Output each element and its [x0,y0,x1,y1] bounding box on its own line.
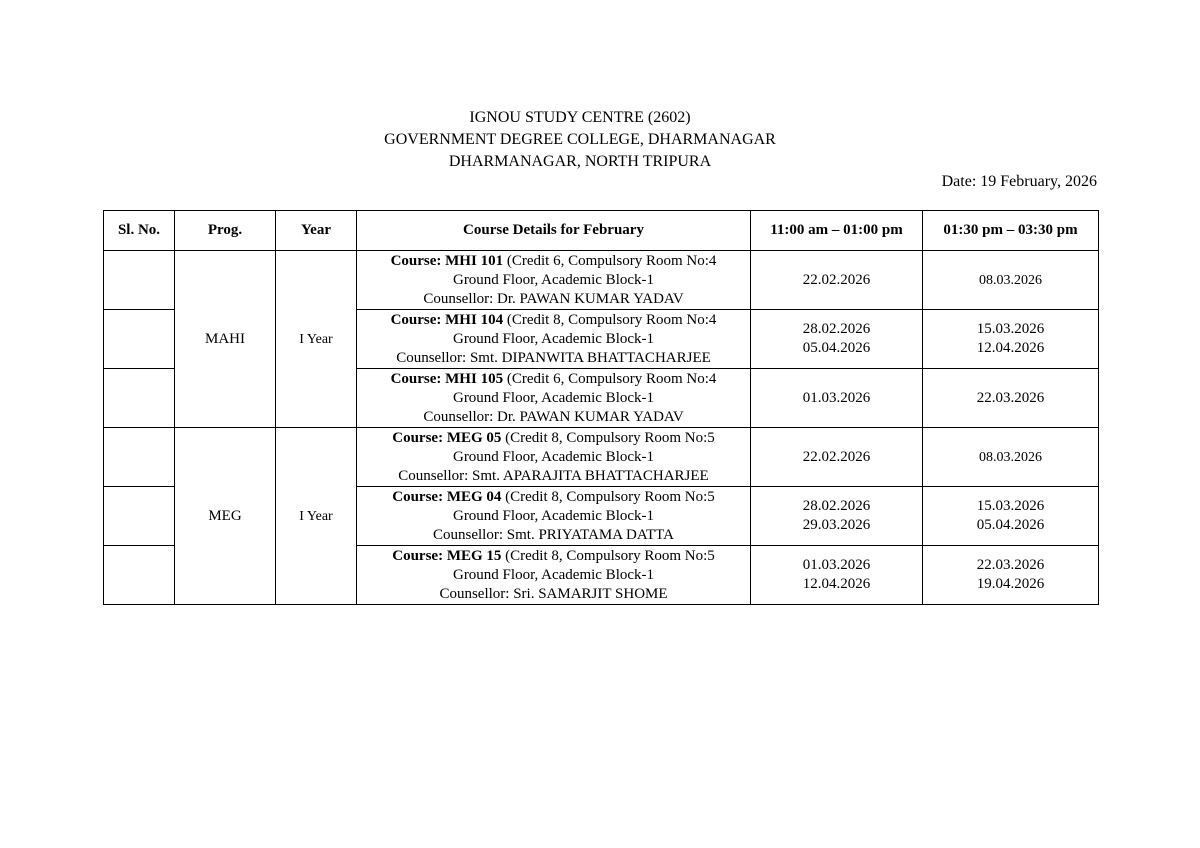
year-cell: I Year [276,428,357,605]
slot-morning-cell [751,428,923,487]
table-row [104,428,1099,487]
course-details-cell [357,487,751,546]
session-date: 01.03.2026 [802,557,871,573]
document-header [0,107,1160,173]
sl-no-cell [104,251,175,310]
course-location: Ground Floor, Academic Block-1 [452,271,655,288]
course-credit-room: (Credit 6, Compulsory Room No:4 [503,370,717,387]
session-date: 22.03.2026 [976,557,1045,573]
course-code: Course: MHI 105 [390,370,504,387]
col-header-course-details: Course Details for February [357,211,751,251]
course-counsellor: Counsellor: Smt. DIPANWITA BHATTACHARJEE [396,349,711,366]
course-line [357,370,750,389]
slot-morning-cell [751,487,923,546]
course-counsellor: Counsellor: Sri. SAMARJIT SHOME [439,585,668,602]
sl-no-cell [104,369,175,428]
course-location: Ground Floor, Academic Block-1 [452,330,655,347]
course-details-cell [357,546,751,605]
session-date: 12.04.2026 [976,340,1045,356]
course-details-cell [357,369,751,428]
sl-no-cell [104,310,175,369]
course-code: Course: MEG 15 [392,547,502,564]
course-code: Course: MEG 04 [392,488,502,505]
session-date: 12.04.2026 [802,576,871,592]
slot-morning-cell [751,310,923,369]
course-location: Ground Floor, Academic Block-1 [452,566,655,583]
slot-afternoon-cell [923,546,1099,605]
course-line [357,429,750,448]
session-date: 08.03.2026 [979,449,1042,465]
slot-afternoon-cell [923,310,1099,369]
year-cell: I Year [276,251,357,428]
course-details-cell [357,428,751,487]
course-counsellor: Counsellor: Dr. PAWAN KUMAR YADAV [423,290,684,307]
course-code: Course: MHI 104 [390,311,504,328]
session-date: 29.03.2026 [802,517,871,533]
slot-morning-cell [751,369,923,428]
session-date: 22.02.2026 [802,448,871,465]
course-location: Ground Floor, Academic Block-1 [452,507,655,524]
session-date: 22.02.2026 [802,271,871,288]
course-details-cell [357,310,751,369]
course-credit-room: (Credit 8, Compulsory Room No:5 [501,547,715,564]
session-date: 08.03.2026 [979,272,1042,288]
slot-afternoon-cell [923,428,1099,487]
course-line [357,252,750,271]
college-name: GOVERNMENT DEGREE COLLEGE, DHARMANAGAR [384,131,776,148]
col-header-slot-morning: 11:00 am – 01:00 pm [751,211,923,251]
col-header-sl-no: Sl. No. [104,211,175,251]
course-counsellor: Counsellor: Smt. PRIYATAMA DATTA [433,526,674,543]
course-line [357,311,750,330]
course-credit-room: (Credit 8, Compulsory Room No:5 [501,488,715,505]
course-line [357,488,750,507]
course-counsellor: Counsellor: Dr. PAWAN KUMAR YADAV [423,408,684,425]
course-location: Ground Floor, Academic Block-1 [452,389,655,406]
document-date: Date: 19 February, 2026 [941,173,1097,190]
prog-cell: MEG [175,428,276,605]
session-date: 05.04.2026 [976,517,1045,533]
col-header-year: Year [276,211,357,251]
course-credit-room: (Credit 6, Compulsory Room No:4 [503,252,717,269]
slot-morning-cell [751,251,923,310]
course-code: Course: MHI 101 [390,252,504,269]
prog-cell: MAHI [175,251,276,428]
sl-no-cell [104,546,175,605]
course-credit-room: (Credit 8, Compulsory Room No:4 [503,311,717,328]
course-code: Course: MEG 05 [392,429,502,446]
course-details-cell [357,251,751,310]
study-centre-title: IGNOU STUDY CENTRE (2602) [469,109,691,126]
session-date: 05.04.2026 [802,340,871,356]
session-date: 15.03.2026 [976,498,1045,514]
college-location: DHARMANAGAR, NORTH TRIPURA [448,153,712,170]
course-location: Ground Floor, Academic Block-1 [452,448,655,465]
session-date: 19.04.2026 [976,576,1045,592]
session-date: 22.03.2026 [976,389,1045,406]
session-date: 01.03.2026 [802,389,871,406]
col-header-prog: Prog. [175,211,276,251]
schedule-table [103,210,1099,605]
slot-morning-cell [751,546,923,605]
sl-no-cell [104,487,175,546]
course-counsellor: Counsellor: Smt. APARAJITA BHATTACHARJEE [398,467,709,484]
course-credit-room: (Credit 8, Compulsory Room No:5 [501,429,715,446]
table-header-row [104,211,1099,251]
col-header-slot-afternoon: 01:30 pm – 03:30 pm [923,211,1099,251]
sl-no-cell [104,428,175,487]
session-date: 28.02.2026 [802,321,871,337]
session-date: 15.03.2026 [976,321,1045,337]
table-row [104,251,1099,310]
course-line [357,547,750,566]
slot-afternoon-cell [923,369,1099,428]
slot-afternoon-cell [923,487,1099,546]
slot-afternoon-cell [923,251,1099,310]
session-date: 28.02.2026 [802,498,871,514]
